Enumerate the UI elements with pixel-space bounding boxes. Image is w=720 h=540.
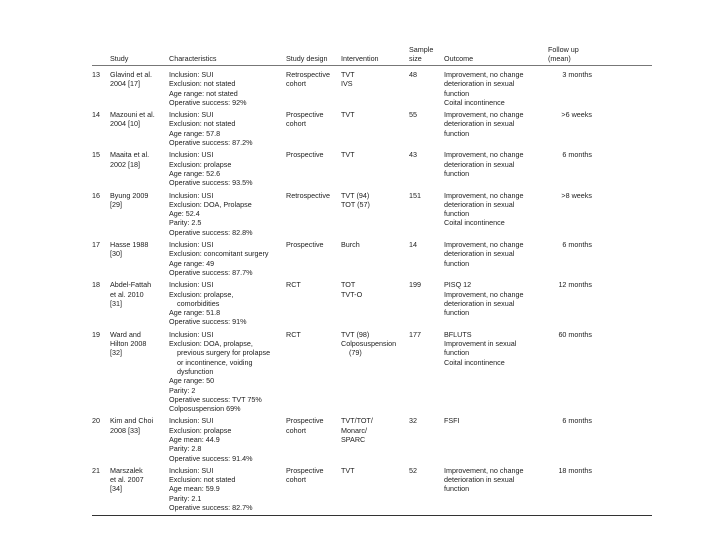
study-design-line: Prospective xyxy=(286,416,324,426)
study-table xyxy=(92,37,652,516)
header-characteristics: Characteristics xyxy=(169,53,217,63)
header-intervention: Intervention xyxy=(341,53,379,63)
study-line: [30] xyxy=(110,249,122,259)
characteristics-line: Inclusion: USI xyxy=(169,280,214,290)
sample-size-cell: 48 xyxy=(409,70,417,79)
outcome-line: deterioration in sexual xyxy=(444,249,515,259)
study-design-line: cohort xyxy=(286,475,306,485)
study-cell xyxy=(110,280,169,308)
outcome-cell xyxy=(444,416,540,425)
follow-up-cell: >6 weeks xyxy=(561,110,592,120)
study-line: 2008 [33] xyxy=(110,425,140,435)
study-design-line: cohort xyxy=(286,79,306,89)
sample-size-cell: 43 xyxy=(409,150,417,160)
follow-up-cell: 12 months xyxy=(558,280,592,290)
study-design-line: RCT xyxy=(286,329,301,339)
characteristics-line: or incontinence, voiding xyxy=(177,357,253,367)
header-study: Study xyxy=(110,53,129,63)
header-sample-size xyxy=(409,45,444,63)
intervention-line: TVT-O xyxy=(341,289,363,299)
intervention-cell xyxy=(341,240,409,249)
characteristics-line: Age range: 49 xyxy=(169,258,215,268)
study-design-line: Retrospective xyxy=(286,190,330,200)
study-design-line: cohort xyxy=(286,425,306,435)
header-study-design: Study design xyxy=(286,53,328,63)
characteristics-line: Age range: 50 xyxy=(169,376,215,386)
characteristics-line: Operative success: 82.7% xyxy=(169,503,253,513)
intervention-line: (79) xyxy=(349,348,362,358)
intervention-cell xyxy=(341,191,409,210)
header-outcome: Outcome xyxy=(444,53,474,63)
outcome-line: Coital incontinence xyxy=(444,357,505,367)
sample-size-cell: 32 xyxy=(409,416,417,426)
header-follow-up-line: (mean) xyxy=(548,54,571,63)
study-design-line: cohort xyxy=(286,119,306,129)
sample-size-cell: 151 xyxy=(409,190,421,200)
intervention-cell xyxy=(341,150,409,159)
characteristics-line: Age range: not stated xyxy=(169,88,238,98)
characteristics-line: Operative success: 91.4% xyxy=(169,453,253,463)
outcome-line: function xyxy=(444,168,470,178)
intervention-line: Colposuspension xyxy=(341,339,397,349)
study-cell xyxy=(110,191,169,210)
follow-up-cell: 6 months xyxy=(562,240,592,250)
study-number: 21 xyxy=(92,465,100,475)
follow-up-cell: 18 months xyxy=(558,465,592,475)
characteristics-line: Exclusion: concomitant surgery xyxy=(169,249,269,259)
table-body xyxy=(92,70,652,512)
characteristics-line: Inclusion: USI xyxy=(169,190,214,200)
study-number: 15 xyxy=(92,150,100,160)
study-line: [34] xyxy=(110,484,122,494)
intervention-cell xyxy=(341,70,409,89)
characteristics-line: Colposuspension 69% xyxy=(169,404,241,414)
outcome-line: Improvement, no change xyxy=(444,240,524,250)
intervention-line: TVT xyxy=(341,70,355,79)
characteristics-line: Age mean: 44.9 xyxy=(169,434,220,444)
characteristics-cell xyxy=(169,416,286,462)
table-row xyxy=(92,150,652,187)
study-design-cell xyxy=(286,280,341,289)
outcome-line: Improvement, no change xyxy=(444,465,524,475)
study-design-cell xyxy=(286,416,341,435)
intervention-cell xyxy=(341,330,409,358)
characteristics-cell xyxy=(169,110,286,147)
outcome-line: Improvement, no change xyxy=(444,289,524,299)
study-line: Abdel-Fattah xyxy=(110,280,152,290)
study-line: Hilton 2008 xyxy=(110,339,147,349)
intervention-cell xyxy=(341,110,409,119)
study-line: et al. 2007 xyxy=(110,475,144,485)
outcome-line: deterioration in sexual xyxy=(444,475,515,485)
study-cell xyxy=(110,240,169,259)
outcome-line: FSFI xyxy=(444,416,460,426)
study-number: 13 xyxy=(92,70,100,79)
table-row xyxy=(92,330,652,414)
characteristics-line: Operative success: 82.8% xyxy=(169,227,253,237)
characteristics-line: Operative success: 91% xyxy=(169,317,247,327)
characteristics-line: Age range: 52.6 xyxy=(169,168,221,178)
characteristics-line: dysfunction xyxy=(177,366,214,376)
table-row xyxy=(92,280,652,326)
outcome-line: Improvement, no change xyxy=(444,150,524,160)
study-line: et al. 2010 xyxy=(110,289,144,299)
intervention-line: IVS xyxy=(341,79,353,89)
characteristics-line: Exclusion: DOA, Prolapse xyxy=(169,199,252,209)
follow-up-cell: 6 months xyxy=(562,416,592,426)
study-line: Glavind et al. xyxy=(110,70,152,79)
header-sample-size-line: size xyxy=(409,54,422,63)
intervention-cell xyxy=(341,416,409,444)
characteristics-line: Operative success: 87.2% xyxy=(169,138,253,148)
study-line: Maaita et al. xyxy=(110,150,150,160)
header-follow-up-line: Follow up xyxy=(548,45,579,54)
table-row xyxy=(92,466,652,512)
outcome-cell xyxy=(444,240,540,268)
study-cell xyxy=(110,330,169,358)
header-sample-size-line: Sample xyxy=(409,45,434,54)
study-design-cell xyxy=(286,150,341,159)
study-design-line: Prospective xyxy=(286,240,324,250)
table-row xyxy=(92,110,652,147)
characteristics-line: Exclusion: not stated xyxy=(169,79,236,89)
study-design-line: Retrospective xyxy=(286,70,330,79)
table-row xyxy=(92,240,652,277)
study-design-line: RCT xyxy=(286,280,301,290)
follow-up-cell: 3 months xyxy=(562,70,592,79)
outcome-line: Improvement in sexual xyxy=(444,339,517,349)
study-line: Kim and Choi xyxy=(110,416,154,426)
study-number: 19 xyxy=(92,329,100,339)
outcome-line: deterioration in sexual xyxy=(444,199,515,209)
intervention-line: SPARC xyxy=(341,434,366,444)
intervention-line: TOT (57) xyxy=(341,199,370,209)
study-number: 17 xyxy=(92,240,100,250)
study-line: Byung 2009 xyxy=(110,190,149,200)
outcome-cell xyxy=(444,466,540,494)
study-design-cell xyxy=(286,466,341,485)
characteristics-line: Inclusion: USI xyxy=(169,150,214,160)
study-number: 16 xyxy=(92,190,100,200)
characteristics-cell xyxy=(169,240,286,277)
study-line: [32] xyxy=(110,348,122,358)
characteristics-line: Operative success: 93.5% xyxy=(169,178,253,188)
characteristics-line: Exclusion: prolapse xyxy=(169,425,232,435)
intervention-line: TVT xyxy=(341,110,355,120)
intervention-line: TVT xyxy=(341,465,355,475)
study-number: 20 xyxy=(92,416,100,426)
study-line: 2004 [17] xyxy=(110,79,140,89)
table-row xyxy=(92,416,652,462)
characteristics-line: Inclusion: SUI xyxy=(169,110,214,120)
characteristics-cell xyxy=(169,466,286,512)
outcome-cell xyxy=(444,330,540,367)
outcome-line: Improvement, no change xyxy=(444,110,524,120)
intervention-cell xyxy=(341,280,409,299)
sample-size-cell: 199 xyxy=(409,280,421,290)
study-number: 18 xyxy=(92,280,100,290)
characteristics-line: Inclusion: SUI xyxy=(169,70,214,79)
outcome-line: deterioration in sexual xyxy=(444,159,515,169)
follow-up-cell: 6 months xyxy=(562,150,592,160)
characteristics-line: Operative success: TVT 75% xyxy=(169,394,262,404)
study-cell xyxy=(110,466,169,494)
header-divider xyxy=(92,65,652,66)
study-line: Marszalek xyxy=(110,465,143,475)
table-row xyxy=(92,191,652,237)
follow-up-cell: >8 weeks xyxy=(561,190,592,200)
outcome-cell xyxy=(444,150,540,178)
intervention-line: Burch xyxy=(341,240,360,250)
characteristics-cell xyxy=(169,150,286,187)
intervention-line: TVT (98) xyxy=(341,329,370,339)
study-line: [31] xyxy=(110,298,122,308)
study-design-line: Prospective xyxy=(286,465,324,475)
characteristics-line: Exclusion: prolapse xyxy=(169,159,232,169)
outcome-line: BFLUTS xyxy=(444,329,472,339)
intervention-cell xyxy=(341,466,409,475)
characteristics-line: Parity: 2 xyxy=(169,385,196,395)
study-number: 14 xyxy=(92,110,100,120)
characteristics-line: Age mean: 59.9 xyxy=(169,484,220,494)
characteristics-cell xyxy=(169,330,286,414)
characteristics-line: Inclusion: USI xyxy=(169,329,214,339)
sample-size-cell: 177 xyxy=(409,329,421,339)
outcome-line: deterioration in sexual xyxy=(444,79,515,89)
outcome-cell xyxy=(444,191,540,228)
characteristics-line: Parity: 2.8 xyxy=(169,444,202,454)
intervention-line: TOT xyxy=(341,280,356,290)
study-cell xyxy=(110,70,169,89)
study-line: Ward and xyxy=(110,329,141,339)
table-row xyxy=(92,70,652,107)
outcome-cell xyxy=(444,280,540,317)
characteristics-cell xyxy=(169,191,286,237)
characteristics-line: Parity: 2.5 xyxy=(169,218,202,228)
study-line: 2004 [10] xyxy=(110,119,140,129)
outcome-line: Improvement, no change xyxy=(444,190,524,200)
intervention-line: TVT/TOT/ xyxy=(341,416,373,426)
table-bottom-rule xyxy=(92,515,652,516)
outcome-line: function xyxy=(444,308,470,318)
characteristics-line: Age range: 57.8 xyxy=(169,128,221,138)
study-cell xyxy=(110,150,169,169)
characteristics-line: Exclusion: not stated xyxy=(169,119,236,129)
intervention-line: TVT (94) xyxy=(341,190,370,200)
characteristics-line: Operative success: 87.7% xyxy=(169,267,253,277)
study-line: 2002 [18] xyxy=(110,159,140,169)
outcome-line: function xyxy=(444,209,470,219)
follow-up-cell: 60 months xyxy=(558,329,592,339)
study-line: Mazouni et al. xyxy=(110,110,155,120)
outcome-cell xyxy=(444,110,540,138)
characteristics-line: Age: 52.4 xyxy=(169,209,200,219)
outcome-line: Coital incontinence xyxy=(444,97,505,107)
study-line: Hasse 1988 xyxy=(110,240,149,250)
characteristics-line: comorbidities xyxy=(177,298,220,308)
outcome-line: PISQ 12 xyxy=(444,280,472,290)
characteristics-line: Exclusion: not stated xyxy=(169,475,236,485)
study-cell xyxy=(110,110,169,129)
study-design-cell xyxy=(286,110,341,129)
characteristics-line: Inclusion: SUI xyxy=(169,465,214,475)
intervention-line: Monarc/ xyxy=(341,425,367,435)
characteristics-line: previous surgery for prolapse xyxy=(177,348,271,358)
outcome-line: Improvement, no change xyxy=(444,70,524,79)
characteristics-line: Inclusion: SUI xyxy=(169,416,214,426)
study-design-line: Prospective xyxy=(286,110,324,120)
characteristics-line: Exclusion: prolapse, xyxy=(169,289,234,299)
study-line: [29] xyxy=(110,199,122,209)
study-cell xyxy=(110,416,169,435)
outcome-line: deterioration in sexual xyxy=(444,298,515,308)
characteristics-line: Age range: 51.8 xyxy=(169,308,221,318)
characteristics-line: Inclusion: USI xyxy=(169,240,214,250)
outcome-line: deterioration in sexual xyxy=(444,119,515,129)
intervention-line: TVT xyxy=(341,150,355,160)
study-design-cell xyxy=(286,191,341,200)
header-follow-up xyxy=(540,45,592,63)
outcome-line: function xyxy=(444,484,470,494)
study-design-cell xyxy=(286,70,341,89)
sample-size-cell: 14 xyxy=(409,240,417,250)
outcome-line: function xyxy=(444,258,470,268)
characteristics-line: Parity: 2.1 xyxy=(169,493,202,503)
study-design-cell xyxy=(286,330,341,339)
characteristics-cell xyxy=(169,70,286,107)
study-design-cell xyxy=(286,240,341,249)
sample-size-cell: 52 xyxy=(409,465,417,475)
study-design-line: Prospective xyxy=(286,150,324,160)
outcome-line: Coital incontinence xyxy=(444,218,505,228)
table-header xyxy=(92,37,652,63)
characteristics-cell xyxy=(169,280,286,326)
outcome-cell xyxy=(444,70,540,107)
sample-size-cell: 55 xyxy=(409,110,417,120)
characteristics-line: Exclusion: DOA, prolapse, xyxy=(169,339,253,349)
characteristics-line: Operative success: 92% xyxy=(169,97,247,107)
outcome-line: function xyxy=(444,348,470,358)
outcome-line: function xyxy=(444,128,470,138)
outcome-line: function xyxy=(444,88,470,98)
